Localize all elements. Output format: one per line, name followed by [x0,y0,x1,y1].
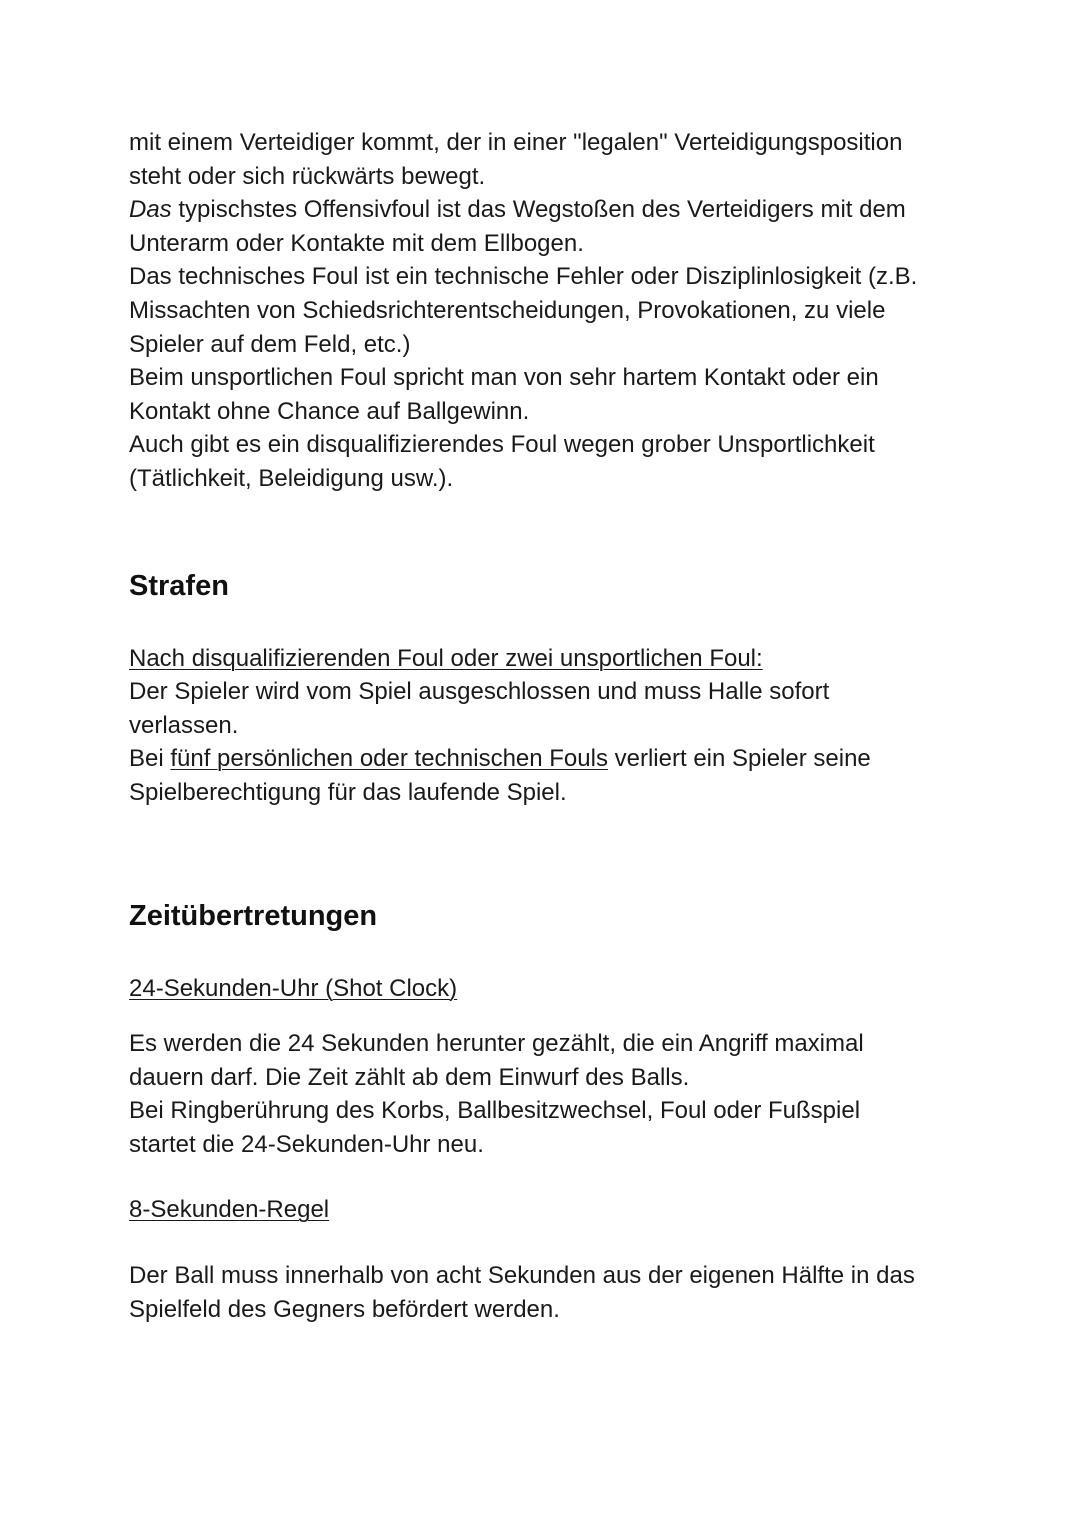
shotclock-paragraph-countdown: Es werden die 24 Sekunden herunter gezählt, die ein Angriff maximal dauern darf. Die Zeit zählt ab dem Einwurf des Balls. [129,1030,864,1091]
strafen-paragraph-excluded: Der Spieler wird vom Spiel ausgeschlossen und muss Halle sofort verlassen. [129,678,830,739]
shotclock-paragraph-reset: Bei Ringberührung des Korbs, Ballbesitzwechsel, Foul oder Fußspiel startet die 24-Sekunden-Uhr neu. [129,1097,861,1158]
intro-paragraph-offensive-foul [129,193,919,260]
intro-paragraph-defender: mit einem Verteidiger kommt, der in einer "legalen" Verteidigungsposition steht oder sich rückwärts bewegt. [129,129,903,190]
five-fouls-suffix: verliert ein Spieler seine Spielberechtigung für das laufende Spiel. [129,745,871,806]
intro-paragraph-technical-foul: Das technisches Foul ist ein technische Fehler oder Disziplinlosigkeit (z.B. Missachten von Schiedsrichterentscheidungen, Provokationen, zu viele Spieler auf dem Feld, etc.) [129,263,918,358]
eight-seconds-paragraph: Der Ball muss innerhalb von acht Sekunden aus der eigenen Hälfte in das Spielfeld des Gegners befördert werden. [129,1262,915,1323]
eight-seconds-subheading: 8-Sekunden-Regel [129,1196,330,1224]
intro-section [129,126,989,496]
five-fouls-underlined: fünf persönlichen oder technischen Fouls [170,745,608,773]
five-fouls-prefix: Bei [129,745,171,773]
heading-strafen: Strafen [129,569,229,602]
strafen-subheading: Nach disqualifizierenden Foul oder zwei unsportlichen Foul: [129,644,763,672]
heading-zeituebertretungen: Zeitübertretungen [129,899,378,932]
intro-paragraph-disqualifying-foul: Auch gibt es ein disqualifizierendes Foul wegen grober Unsportlichkeit (Tätlichkeit, Beleidigung usw.). [129,431,875,492]
shotclock-subheading: 24-Sekunden-Uhr (Shot Clock) [129,974,458,1002]
strafen-paragraph-five-fouls [129,742,929,809]
emphasis-das: Das [129,196,172,224]
intro-paragraph-unsportsmanlike-foul: Beim unsportlichen Foul spricht man von sehr hartem Kontakt oder ein Kontakt ohne Chance auf Ballgewinn. [129,364,879,425]
document-page [129,126,989,1326]
offensive-foul-text: typischstes Offensivfoul ist das Wegstoßen des Verteidigers mit dem Unterarm oder Kontakte mit dem Ellbogen. [129,196,906,257]
